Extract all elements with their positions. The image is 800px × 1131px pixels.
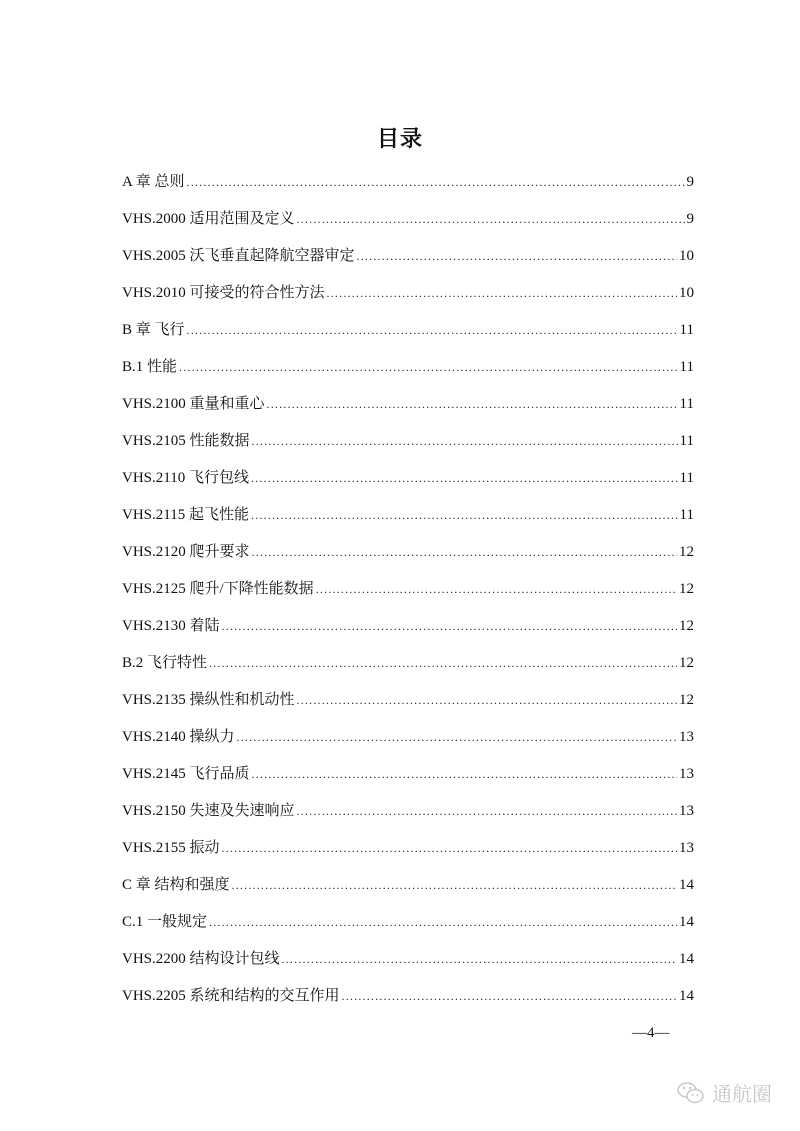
toc-entry-page: 11 bbox=[679, 396, 694, 412]
toc-entry-page: 12 bbox=[679, 618, 694, 634]
table-of-contents bbox=[122, 171, 694, 1022]
page-number: —4— bbox=[632, 1025, 670, 1041]
toc-entry[interactable] bbox=[122, 726, 694, 763]
dot-leader bbox=[251, 467, 678, 489]
toc-entry-label: VHS.2000 适用范围及定义 bbox=[122, 211, 295, 227]
toc-entry[interactable] bbox=[122, 430, 694, 467]
toc-entry-label: C 章 结构和强度 bbox=[122, 877, 230, 893]
toc-entry[interactable] bbox=[122, 948, 694, 985]
dot-leader bbox=[267, 393, 678, 415]
dot-leader bbox=[252, 430, 678, 452]
toc-entry-label: VHS.2115 起飞性能 bbox=[122, 507, 249, 523]
dot-leader bbox=[282, 948, 677, 970]
toc-entry-label: VHS.2145 飞行品质 bbox=[122, 766, 250, 782]
toc-entry-label: B.2 飞行特性 bbox=[122, 655, 208, 671]
dot-leader bbox=[342, 985, 677, 1007]
toc-entry-page: 11 bbox=[679, 470, 694, 486]
toc-entry[interactable] bbox=[122, 874, 694, 911]
toc-entry-page: 13 bbox=[679, 803, 694, 819]
toc-entry[interactable] bbox=[122, 467, 694, 504]
toc-entry[interactable] bbox=[122, 208, 694, 245]
toc-entry[interactable] bbox=[122, 615, 694, 652]
toc-entry-page: 10 bbox=[679, 248, 694, 264]
dot-leader bbox=[179, 356, 678, 378]
toc-entry-page: 9 bbox=[686, 211, 694, 227]
toc-entry-label: VHS.2105 性能数据 bbox=[122, 433, 250, 449]
dot-leader bbox=[187, 319, 678, 341]
toc-entry-page: 12 bbox=[679, 544, 694, 560]
toc-entry-label: VHS.2130 着陆 bbox=[122, 618, 220, 634]
toc-entry-label: VHS.2135 操纵性和机动性 bbox=[122, 692, 295, 708]
toc-entry-page: 11 bbox=[679, 322, 694, 338]
dot-leader bbox=[297, 208, 685, 230]
dot-leader bbox=[316, 578, 677, 600]
toc-entry-page: 14 bbox=[679, 877, 694, 893]
toc-entry-page: 11 bbox=[679, 507, 694, 523]
toc-entry-page: 11 bbox=[679, 359, 694, 375]
toc-entry-label: VHS.2150 失速及失速响应 bbox=[122, 803, 295, 819]
watermark bbox=[676, 1078, 772, 1107]
toc-entry[interactable] bbox=[122, 504, 694, 541]
dot-leader bbox=[187, 171, 685, 193]
toc-entry[interactable] bbox=[122, 578, 694, 615]
toc-entry-label: VHS.2120 爬升要求 bbox=[122, 544, 250, 560]
toc-entry[interactable] bbox=[122, 800, 694, 837]
dot-leader bbox=[297, 800, 677, 822]
toc-entry[interactable] bbox=[122, 282, 694, 319]
toc-entry-page: 14 bbox=[679, 951, 694, 967]
toc-entry-label: VHS.2125 爬升/下降性能数据 bbox=[122, 581, 314, 597]
toc-entry[interactable] bbox=[122, 393, 694, 430]
dot-leader bbox=[357, 245, 677, 267]
toc-entry-page: 13 bbox=[679, 840, 694, 856]
toc-entry-page: 9 bbox=[686, 174, 694, 190]
toc-entry[interactable] bbox=[122, 689, 694, 726]
toc-entry[interactable] bbox=[122, 541, 694, 578]
toc-entry-label: VHS.2140 操纵力 bbox=[122, 729, 235, 745]
toc-entry[interactable] bbox=[122, 245, 694, 282]
dot-leader bbox=[209, 652, 677, 674]
toc-entry-label: VHS.2110 飞行包线 bbox=[122, 470, 249, 486]
toc-entry-label: VHS.2005 沃飞垂直起降航空器审定 bbox=[122, 248, 355, 264]
wechat-icon bbox=[676, 1081, 706, 1105]
toc-entry-label: VHS.2010 可接受的符合性方法 bbox=[122, 285, 325, 301]
toc-entry-page: 12 bbox=[679, 581, 694, 597]
toc-entry-label: VHS.2200 结构设计包线 bbox=[122, 951, 280, 967]
toc-entry[interactable] bbox=[122, 356, 694, 393]
dot-leader bbox=[251, 504, 678, 526]
toc-entry-page: 14 bbox=[679, 988, 694, 1004]
dot-leader bbox=[252, 763, 677, 785]
toc-entry-label: B 章 飞行 bbox=[122, 322, 185, 338]
watermark-text: 通航圈 bbox=[712, 1082, 772, 1106]
dot-leader bbox=[222, 837, 677, 859]
toc-entry-page: 13 bbox=[679, 766, 694, 782]
toc-entry-page: 10 bbox=[679, 285, 694, 301]
toc-entry-page: 13 bbox=[679, 729, 694, 745]
page-title: 目录 bbox=[376, 127, 423, 152]
toc-entry-label: C.1 一般规定 bbox=[122, 914, 208, 930]
dot-leader bbox=[327, 282, 677, 304]
dot-leader bbox=[232, 874, 677, 896]
toc-entry[interactable] bbox=[122, 763, 694, 800]
toc-entry[interactable] bbox=[122, 171, 694, 208]
dot-leader bbox=[222, 615, 677, 637]
dot-leader bbox=[237, 726, 677, 748]
toc-entry[interactable] bbox=[122, 652, 694, 689]
dot-leader bbox=[297, 689, 677, 711]
toc-entry-page: 12 bbox=[679, 655, 694, 671]
toc-entry-label: VHS.2155 振动 bbox=[122, 840, 220, 856]
toc-entry-label: A 章 总则 bbox=[122, 174, 185, 190]
toc-entry-label: B.1 性能 bbox=[122, 359, 178, 375]
toc-entry-page: 14 bbox=[679, 914, 694, 930]
toc-entry[interactable] bbox=[122, 985, 694, 1022]
toc-entry-label: VHS.2205 系统和结构的交互作用 bbox=[122, 988, 340, 1004]
toc-entry[interactable] bbox=[122, 911, 694, 948]
toc-entry-label: VHS.2100 重量和重心 bbox=[122, 396, 265, 412]
dot-leader bbox=[209, 911, 677, 933]
toc-entry[interactable] bbox=[122, 319, 694, 356]
toc-entry-page: 12 bbox=[679, 692, 694, 708]
toc-entry-page: 11 bbox=[679, 433, 694, 449]
toc-entry[interactable] bbox=[122, 837, 694, 874]
dot-leader bbox=[252, 541, 677, 563]
